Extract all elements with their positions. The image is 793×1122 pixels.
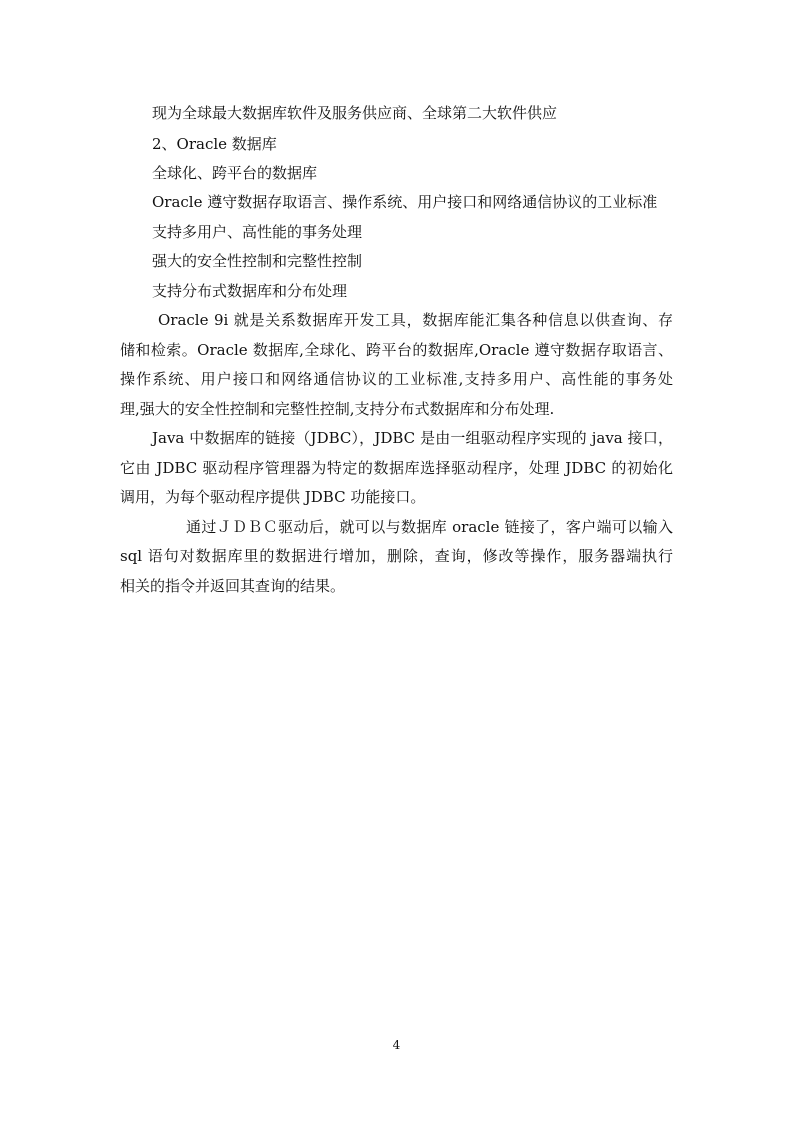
paragraph-line: 调用，为每个驱动程序提供 JDBC 功能接口。 [120, 488, 426, 506]
paragraph-line: 相关的指令并返回其查询的结果。 [120, 577, 346, 595]
paragraph-line: 它由 JDBC 驱动程序管理器为特定的数据库选择驱动程序，处理 JDBC 的初始化 [120, 459, 673, 477]
page-number: 4 [392, 1038, 401, 1052]
bullet-line: 强大的安全性控制和完整性控制 [152, 252, 363, 270]
bullet-line: 支持多用户、高性能的事务处理 [152, 223, 363, 241]
section-heading: 2、Oracle 数据库 [152, 135, 277, 153]
paragraph-line: 通过ＪＤＢＣ驱动后，就可以与数据库 oracle 链接了，客户端可以输入 [186, 518, 673, 536]
paragraph-line: Oracle 9i 就是关系数据库开发工具，数据库能汇集各种信息以供查询、存 [158, 311, 673, 329]
bullet-line: 全球化、跨平台的数据库 [152, 164, 318, 182]
paragraph-line: Java 中数据库的链接（JDBC），JDBC 是由一组驱动程序实现的 java 接口， [152, 429, 673, 447]
bullet-line: Oracle 遵守数据存取语言、操作系统、用户接口和网络通信协议的工业标准 [152, 193, 658, 211]
bullet-line: 支持分布式数据库和分布处理 [152, 282, 348, 300]
paragraph-line: sql 语句对数据库里的数据进行增加，删除，查询，修改等操作，服务器端执行 [120, 547, 673, 565]
paragraph-line: 操作系统、用户接口和网络通信协议的工业标准,支持多用户、高性能的事务处 [120, 370, 673, 388]
paragraph-line: 储和检索。Oracle 数据库,全球化、跨平台的数据库,Oracle 遵守数据存取语言、 [120, 341, 673, 359]
intro-line: 现为全球最大数据库软件及服务供应商、全球第二大软件供应 [152, 104, 558, 122]
paragraph-line: 理,强大的安全性控制和完整性控制,支持分布式数据库和分布处理. [120, 400, 555, 418]
